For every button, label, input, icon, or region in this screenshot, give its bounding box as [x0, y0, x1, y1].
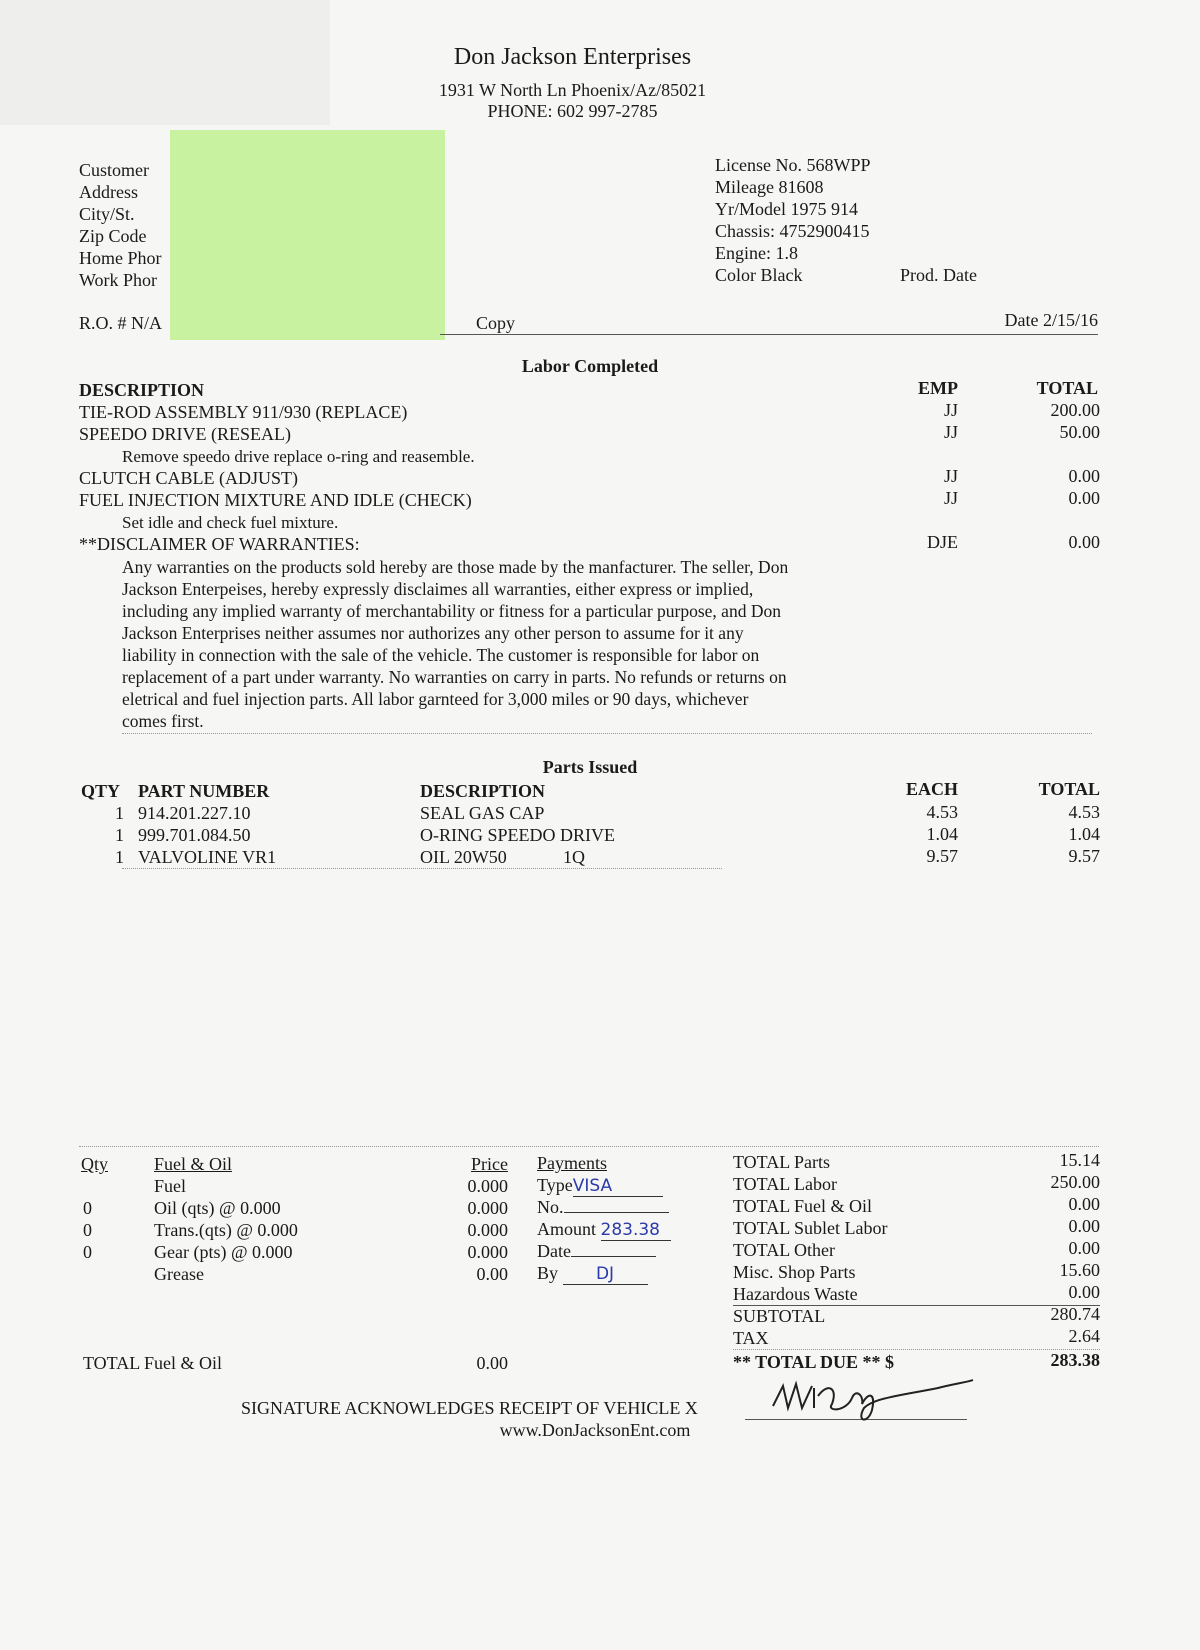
labor-header-description: DESCRIPTION: [79, 380, 205, 400]
total-value: 280.74: [1050, 1304, 1100, 1324]
payment-date-label: Date: [537, 1241, 571, 1261]
part-qty: 1: [115, 803, 124, 823]
labor-description: TIE-ROD ASSEMBLY 911/930 (REPLACE): [79, 402, 408, 422]
parts-header-each: EACH: [905, 779, 958, 799]
payment-date: [537, 1241, 656, 1262]
redaction-sticky-note: [170, 130, 445, 340]
labor-employee: JJ: [943, 466, 958, 486]
part-description: SEAL GAS CAP: [420, 803, 545, 823]
labor-total: 200.00: [1050, 400, 1100, 420]
labor-description: CLUTCH CABLE (ADJUST): [79, 468, 298, 488]
divider: [122, 868, 722, 869]
part-qty: 1: [115, 825, 124, 845]
part-total: 1.04: [1068, 824, 1100, 844]
total-value: 0.00: [1068, 1194, 1100, 1214]
fuel-qty: 0: [83, 1242, 92, 1262]
total-value: 250.00: [1050, 1172, 1100, 1192]
part-number: 914.201.227.10: [138, 803, 251, 823]
total-value: 0.00: [1068, 1238, 1100, 1258]
parts-header-part-number: PART NUMBER: [138, 781, 270, 801]
divider: [122, 733, 1092, 734]
payment-number: [537, 1197, 669, 1218]
part-each-price: 4.53: [926, 802, 958, 822]
total-label: TOTAL Parts: [733, 1152, 831, 1172]
company-phone: PHONE: 602 997-2785: [487, 101, 658, 121]
labor-description: **DISCLAIMER OF WARRANTIES:: [79, 534, 360, 554]
copy-label: Copy: [476, 313, 516, 333]
divider: [79, 1146, 1099, 1147]
order-date: Date 2/15/16: [1004, 310, 1098, 330]
fuel-price: 0.000: [467, 1198, 508, 1218]
part-description: OIL 20W50: [420, 847, 507, 867]
labor-note: Set idle and check fuel mixture.: [122, 513, 339, 532]
fuel-item: Gear (pts) @ 0.000: [154, 1242, 293, 1262]
payment-amount-label: Amount: [537, 1219, 597, 1239]
divider: [733, 1305, 1100, 1306]
total-value: 0.00: [1068, 1216, 1100, 1236]
disclaimer-line: Jackson Enterprises neither assumes nor authorizes any other person to assume for it any: [122, 623, 744, 643]
fuel-price: 0.000: [467, 1242, 508, 1262]
part-total: 9.57: [1068, 846, 1100, 866]
payment-type-value: VISA: [573, 1176, 663, 1197]
total-value: 0.00: [1068, 1282, 1100, 1302]
engine: Engine: 1.8: [715, 243, 798, 263]
customer-field-label: Home Phor: [79, 248, 162, 268]
total-label: TOTAL Other: [733, 1240, 836, 1260]
payments-header: Payments: [537, 1153, 607, 1173]
payment-by: [537, 1263, 648, 1285]
customer-field-label: Customer: [79, 160, 149, 180]
website: www.DonJacksonEnt.com: [499, 1420, 691, 1440]
signature-acknowledgement: SIGNATURE ACKNOWLEDGES RECEIPT OF VEHICLE X: [241, 1398, 698, 1418]
labor-description: SPEEDO DRIVE (RESEAL): [79, 424, 291, 444]
labor-total: 0.00: [1068, 532, 1100, 552]
fuel-price: 0.000: [467, 1176, 508, 1196]
total-fuel-oil-label: TOTAL Fuel & Oil: [83, 1353, 223, 1373]
payment-amount: [537, 1219, 671, 1241]
part-each-price: 1.04: [926, 824, 958, 844]
part-number: 999.701.084.50: [138, 825, 251, 845]
labor-employee: JJ: [943, 422, 958, 442]
total-fuel-oil-value: 0.00: [476, 1353, 508, 1373]
payment-number-label: No.: [537, 1197, 564, 1217]
total-label: Hazardous Waste: [733, 1284, 858, 1304]
prod-date: Prod. Date: [900, 265, 977, 285]
labor-employee: JJ: [943, 488, 958, 508]
signature-stroke: [773, 1380, 973, 1420]
part-number: VALVOLINE VR1: [138, 847, 277, 867]
mileage: Mileage 81608: [715, 177, 824, 197]
customer-field-label: City/St.: [79, 204, 135, 224]
total-value: 15.14: [1059, 1150, 1100, 1170]
disclaimer-line: liability in connection with the sale of the vehicle. The customer is responsible for labor on: [122, 645, 760, 665]
labor-description: FUEL INJECTION MIXTURE AND IDLE (CHECK): [79, 490, 472, 510]
total-label: SUBTOTAL: [733, 1306, 826, 1326]
labor-total: 0.00: [1068, 466, 1100, 486]
fuel-item: Fuel: [154, 1176, 187, 1196]
disclaimer-line: Any warranties on the products sold hereby are those made by the manfacturer. The seller, Don: [122, 557, 789, 577]
color: Color Black: [715, 265, 803, 285]
labor-title: Labor Completed: [521, 356, 659, 376]
part-each-price: 9.57: [926, 846, 958, 866]
fuel-header-qty: Qty: [81, 1154, 108, 1174]
fuel-price: 0.00: [476, 1264, 508, 1284]
disclaimer-line: comes first.: [122, 711, 204, 731]
labor-note: Remove speedo drive replace o-ring and reasemble.: [122, 447, 475, 466]
customer-field-label: Address: [79, 182, 138, 202]
payment-by-label: By: [537, 1263, 559, 1283]
disclaimer-line: replacement of a part under warranty. No warranties on carry in parts. No refunds or returns on: [122, 667, 787, 687]
total-due-value: 283.38: [1050, 1350, 1100, 1370]
fuel-header-price: Price: [471, 1154, 508, 1174]
total-value: 15.60: [1059, 1260, 1100, 1280]
labor-header-total: TOTAL: [1036, 378, 1098, 398]
payment-by-initials: DJ: [563, 1264, 648, 1285]
parts-header-qty: QTY: [81, 781, 121, 801]
payment-type-label: Type: [537, 1175, 573, 1195]
fuel-qty: 0: [83, 1198, 92, 1218]
parts-title: Parts Issued: [542, 757, 638, 777]
part-total: 4.53: [1068, 802, 1100, 822]
fuel-price: 0.000: [467, 1220, 508, 1240]
fuel-header-item: Fuel & Oil: [154, 1154, 233, 1174]
labor-header-emp: EMP: [918, 378, 958, 398]
company-name: Don Jackson Enterprises: [453, 44, 692, 70]
repair-order-number: R.O. # N/A: [79, 313, 163, 333]
payment-type: [537, 1175, 663, 1197]
total-label: TAX: [733, 1328, 769, 1348]
labor-total: 50.00: [1059, 422, 1100, 442]
disclaimer-text: [122, 556, 882, 732]
fuel-item: Grease: [154, 1264, 204, 1284]
year-model: Yr/Model 1975 914: [715, 199, 858, 219]
total-label: TOTAL Fuel & Oil: [733, 1196, 873, 1216]
fuel-item: Trans.(qts) @ 0.000: [154, 1220, 298, 1240]
labor-employee: DJE: [927, 532, 958, 552]
total-label: TOTAL Sublet Labor: [733, 1218, 888, 1238]
total-due-label: ** TOTAL DUE ** $: [733, 1352, 895, 1372]
part-description: O-RING SPEEDO DRIVE: [420, 825, 615, 845]
fuel-item: Oil (qts) @ 0.000: [154, 1198, 281, 1218]
disclaimer-line: Jackson Enterpeises, hereby expressly disclaimes all warranties, either express or implied,: [122, 579, 754, 599]
fuel-qty: 0: [83, 1220, 92, 1240]
part-qty: 1: [115, 847, 124, 867]
disclaimer-line: including any implied warranty of merchantability or fitness for a particular purpose, and Don: [122, 601, 781, 621]
labor-employee: JJ: [943, 400, 958, 420]
parts-header-total: TOTAL: [1038, 779, 1100, 799]
total-label: TOTAL Labor: [733, 1174, 838, 1194]
divider: [440, 334, 1098, 335]
part-quantity-unit: 1Q: [563, 847, 585, 867]
customer-field-label: Zip Code: [79, 226, 147, 246]
labor-total: 0.00: [1068, 488, 1100, 508]
company-address: 1931 W North Ln Phoenix/Az/85021: [438, 80, 707, 100]
customer-field-label: Work Phor: [79, 270, 158, 290]
chassis: Chassis: 4752900415: [715, 221, 870, 241]
license-number: License No. 568WPP: [715, 155, 871, 175]
total-value: 2.64: [1068, 1326, 1100, 1346]
payment-amount-value: 283.38: [601, 1220, 671, 1241]
parts-header-description: DESCRIPTION: [420, 781, 546, 801]
total-label: Misc. Shop Parts: [733, 1262, 856, 1282]
disclaimer-line: eletrical and fuel injection parts. All labor garnteed for 3,000 miles or 90 days, whichever: [122, 689, 749, 709]
